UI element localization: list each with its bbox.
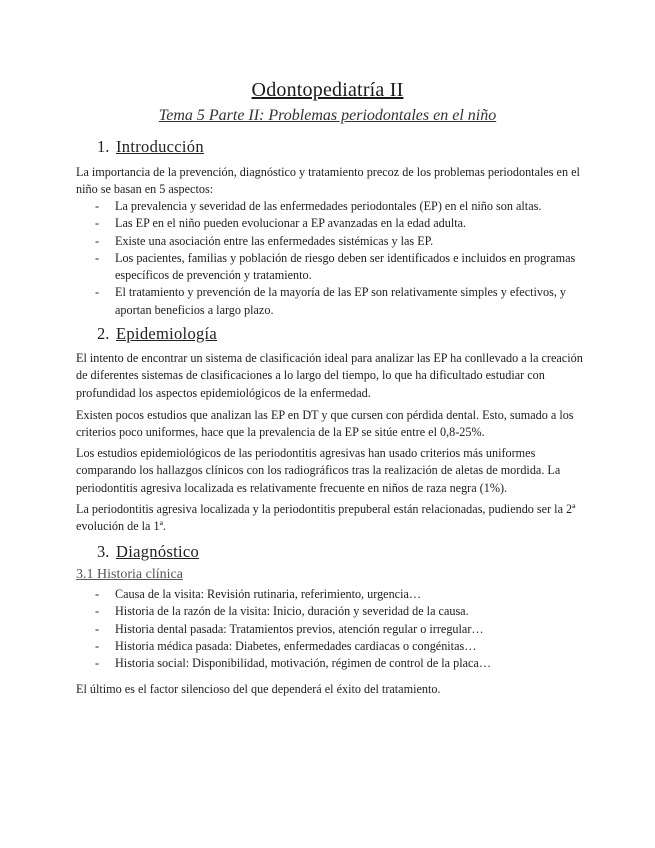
paragraph: La periodontitis agresiva localizada y la periodontitis prepuberal están relacionadas, pudiendo ser la 2ª evolución de la 1ª.	[76, 502, 576, 534]
list-item: - Los pacientes, familias y población de riesgo deben ser identificados e incluidos en programas específicos de prevención y tratamiento.	[76, 250, 586, 285]
list-item: - La prevalencia y severidad de las enfermedades periodontales (EP) en el niño son altas.	[76, 198, 586, 215]
document-subtitle: Tema 5 Parte II: Problemas periodontales en el niño	[158, 107, 497, 124]
list-item: - Historia médica pasada: Diabetes, enfermedades cardiacas o congénitas…	[76, 638, 586, 655]
section-title: Introducción	[116, 137, 204, 156]
list-item: - Historia social: Disponibilidad, motivación, régimen de control de la placa…	[76, 655, 586, 672]
paragraph: Los estudios epidemiológicos de las periodontitis agresivas han usado criterios más uniformes comparando los hallazgos clínicos con los radiográficos tras la realización de aletas de mordida. La periodontitis agresiva localizada es relativamente frecuente en niños de raza negra (1%).	[76, 446, 561, 495]
section-number: 1.	[97, 137, 110, 156]
list-item: - Causa de la visita: Revisión rutinaria, referimiento, urgencia…	[76, 586, 586, 603]
paragraph: El último es el factor silencioso del que dependerá el éxito del tratamiento.	[76, 682, 441, 696]
subsection-heading-historia-clinica: 3.1 Historia clínica	[76, 567, 183, 582]
paragraph: Existen pocos estudios que analizan las EP en DT y que cursen con pérdida dental. Esto, sumado a los criterios poco uniformes, hace que la prevalencia de la EP se sitúe entre el 0,8-25%.	[76, 408, 574, 440]
bullet-list-introduccion	[76, 198, 586, 319]
list-item: - Existe una asociación entre las enfermedades sistémicas y las EP.	[76, 233, 586, 250]
section-title: Diagnóstico	[116, 542, 200, 561]
section-number: 3.	[97, 542, 110, 561]
list-item: - El tratamiento y prevención de la mayoría de las EP son relativamente simples y efectivos, y aportan beneficios a largo plazo.	[76, 284, 586, 319]
list-item: - Historia dental pasada: Tratamientos previos, atención regular o irregular…	[76, 621, 586, 638]
list-item: - Las EP en el niño pueden evolucionar a EP avanzadas en la edad adulta.	[76, 215, 586, 232]
document-title: Odontopediatría II	[251, 79, 404, 101]
bullet-list-historia-clinica	[76, 586, 586, 672]
paragraph: La importancia de la prevención, diagnóstico y tratamiento precoz de los problemas periodontales en el niño se basan en 5 aspectos:	[76, 165, 580, 197]
section-heading-diagnostico	[97, 542, 199, 562]
section-number: 2.	[97, 324, 110, 343]
section-title: Epidemiología	[116, 324, 218, 343]
section-heading-introduccion	[97, 137, 204, 157]
section-heading-epidemiologia	[97, 324, 217, 344]
paragraph: El intento de encontrar un sistema de clasificación ideal para analizar las EP ha conllevado a la creación de diferentes sistemas de clasificaciones a lo largo del tiempo, lo que ha dificultado estudiar con profundidad los aspectos epidemiológicos de la enfermedad.	[76, 351, 583, 400]
list-item: - Historia de la razón de la visita: Inicio, duración y severidad de la causa.	[76, 603, 586, 620]
